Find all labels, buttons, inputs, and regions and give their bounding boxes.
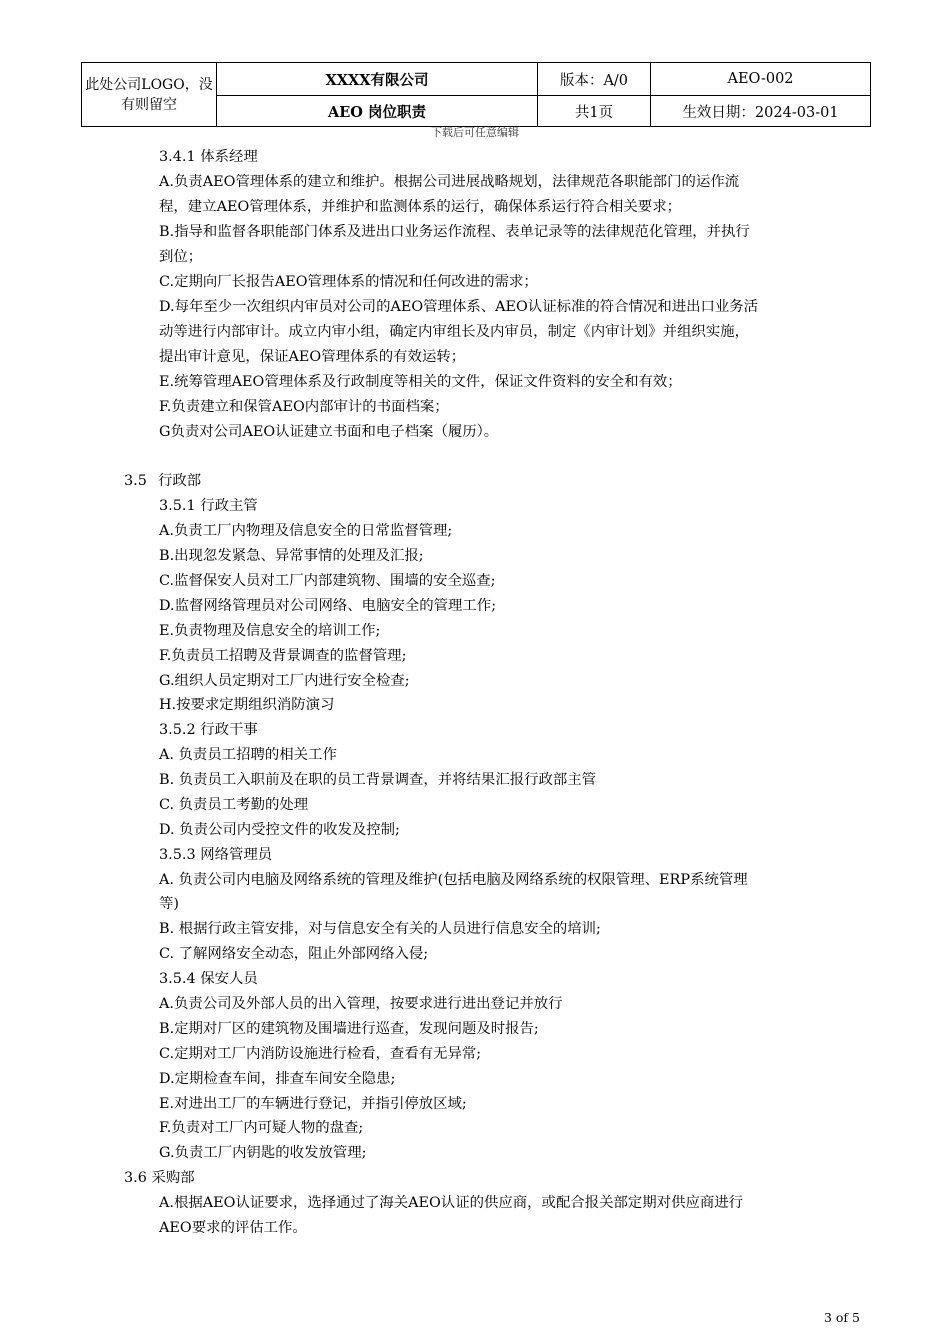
list-item: G.负责工厂内钥匙的收发放管理; — [159, 1145, 367, 1161]
section-number: 3.5 — [124, 473, 147, 489]
list-item: B.出现忽发紧急、异常事情的处理及汇报; — [159, 548, 424, 564]
section-heading-3-5 — [124, 470, 201, 492]
section-heading-3-6: 3.6 采购部 — [124, 1170, 195, 1186]
paragraph-line: 程，建立AEO管理体系，并维护和监测体系的运行，确保体系运行符合相关要求； — [159, 199, 681, 215]
list-item: E.负责物理及信息安全的培训工作; — [159, 623, 381, 639]
list-item: D. 负责公司内受控文件的收发及控制; — [159, 822, 400, 838]
paragraph-line: G负责对公司AEO认证建立书面和电子档案（履历）。 — [159, 424, 499, 440]
page-count-cell: 共1页 — [538, 96, 651, 127]
paragraph-line: F.负责建立和保管AEO内部审计的书面档案； — [159, 399, 449, 415]
list-item: B. 根据行政主管安排，对与信息安全有关的人员进行信息安全的培训; — [159, 921, 601, 937]
paragraph-line: 到位； — [159, 249, 203, 265]
paragraph-line: A.根据AEO认证要求，选择通过了海关AEO认证的供应商，或配合报关部定期对供应商进行 — [159, 1195, 744, 1211]
logo-placeholder: 此处公司LOGO，没有则留空 — [82, 63, 217, 127]
doc-number-cell: AEO-002 — [651, 63, 871, 96]
list-item: C.定期对工厂内消防设施进行检看，查看有无异常; — [159, 1046, 482, 1062]
list-item: B.定期对厂区的建筑物及围墙进行巡查，发现问题及时报告; — [159, 1021, 539, 1037]
page-number: 3 of 5 — [823, 1310, 860, 1325]
paragraph-line: D.每年至少一次组织内审员对公司的AEO管理体系、AEO认证标准的符合情况和进出口业务活 — [159, 299, 759, 315]
list-item: C. 了解网络安全动态，阻止外部网络入侵; — [159, 946, 429, 962]
list-item: B. 负责员工入职前及在职的员工背景调查，并将结果汇报行政部主管 — [159, 772, 597, 788]
version-cell: 版本：A/0 — [538, 63, 651, 96]
list-item: H.按要求定期组织消防演习 — [159, 697, 335, 713]
list-item: C. 负责员工考勤的处理 — [159, 797, 309, 813]
list-item: E.对进出工厂的车辆进行登记，并指引停放区域; — [159, 1096, 467, 1112]
company-name: XXXX有限公司 — [217, 63, 538, 96]
download-note: 下载后可任意编辑 — [431, 126, 519, 139]
paragraph-line: C.定期向厂长报告AEO管理体系的情况和任何改进的需求； — [159, 274, 538, 290]
list-item: A. 负责员工招聘的相关工作 — [159, 747, 337, 763]
list-item: C.监督保安人员对工厂内部建筑物、围墙的安全巡查; — [159, 573, 496, 589]
section-heading: 3.5.3 网络管理员 — [159, 847, 273, 863]
paragraph-line: A.负责AEO管理体系的建立和维护。根据公司进展战略规划，法律规范各职能部门的运作流 — [159, 174, 740, 190]
paragraph-line: 提出审计意见，保证AEO管理体系的有效运转； — [159, 349, 466, 365]
effective-date-cell: 生效日期：2024-03-01 — [651, 96, 871, 127]
section-heading: 3.5.2 行政干事 — [159, 722, 258, 738]
section-heading: 3.5.4 保安人员 — [159, 971, 258, 987]
list-item: A. 负责公司内电脑及网络系统的管理及维护(包括电脑及网络系统的权限管理、ERP系统管理 — [159, 872, 748, 888]
section-heading: 3.4.1 体系经理 — [159, 149, 258, 165]
document-title: AEO 岗位职责 — [217, 96, 538, 127]
paragraph-line: 动等进行内部审计。成立内审小组，确定内审组长及内审员，制定《内审计划》并组织实施， — [159, 324, 750, 340]
list-item: D.监督网络管理员对公司网络、电脑安全的管理工作; — [159, 598, 497, 614]
list-item: A.负责工厂内物理及信息安全的日常监督管理; — [159, 523, 453, 539]
paragraph-line: E.统筹管理AEO管理体系及行政制度等相关的文件，保证文件资料的安全和有效； — [159, 374, 682, 390]
paragraph-line: AEO要求的评估工作。 — [159, 1220, 307, 1236]
section-title: 行政部 — [158, 473, 202, 489]
section-heading: 3.5.1 行政主管 — [159, 498, 258, 514]
list-item: G.组织人员定期对工厂内进行安全检查; — [159, 673, 410, 689]
list-item: A.负责公司及外部人员的出入管理，按要求进行进出登记并放行 — [159, 996, 563, 1012]
list-item: D.定期检查车间，排查车间安全隐患; — [159, 1071, 396, 1087]
document-header-table — [81, 62, 871, 127]
list-item: F.负责对工厂内可疑人物的盘查; — [159, 1120, 364, 1136]
paragraph-line: B.指导和监督各职能部门体系及进出口业务运作流程、表单记录等的法律规范化管理，并执行 — [159, 224, 750, 240]
list-item: F.负责员工招聘及背景调查的监督管理; — [159, 648, 407, 664]
list-item: 等) — [159, 896, 180, 912]
